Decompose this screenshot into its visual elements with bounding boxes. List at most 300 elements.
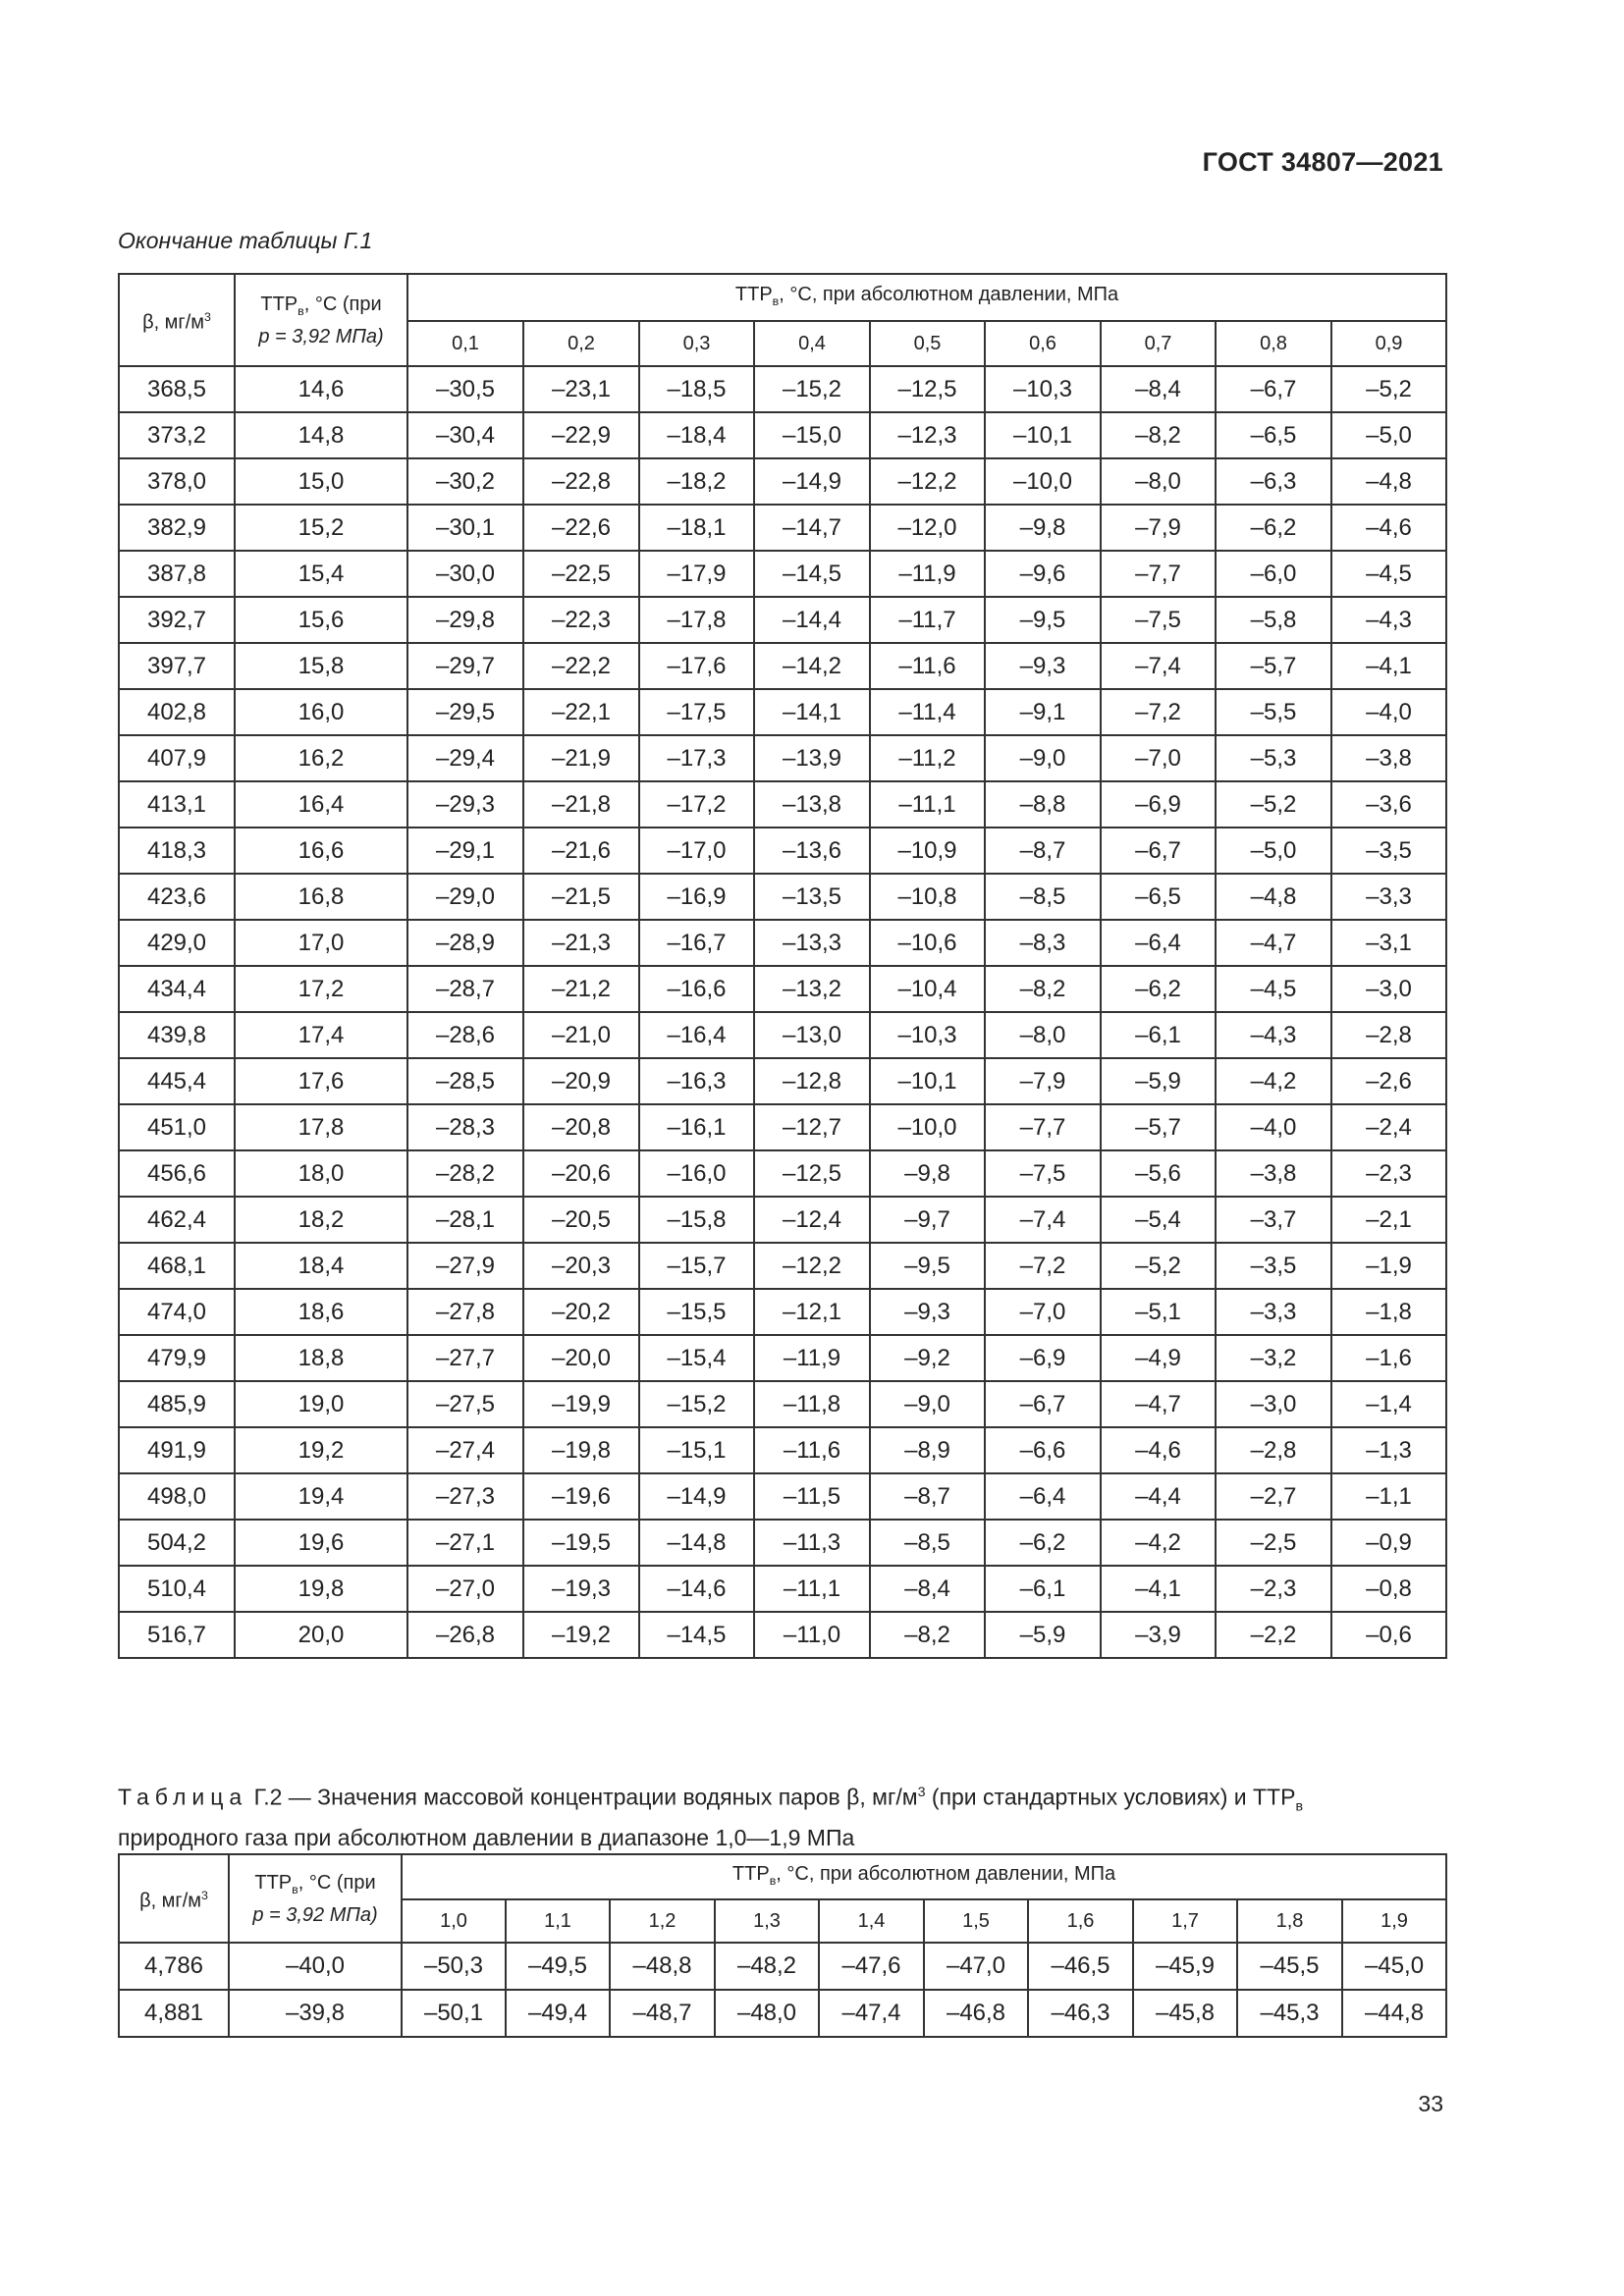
value-cell: –45,5 bbox=[1237, 1943, 1342, 1990]
value-cell: –47,6 bbox=[819, 1943, 924, 1990]
table-row bbox=[119, 1197, 1446, 1243]
value-cell: –5,2 bbox=[1216, 781, 1331, 828]
value-cell: –17,0 bbox=[639, 828, 754, 874]
value-cell: –48,8 bbox=[610, 1943, 715, 1990]
value-cell: –8,2 bbox=[985, 966, 1101, 1012]
value-cell: –5,2 bbox=[1331, 366, 1446, 412]
value-cell: –12,2 bbox=[870, 458, 985, 505]
value-cell: –49,4 bbox=[506, 1990, 610, 2037]
pressure-group-header: $ТТР_в$, °С, при абсолютном давлении, МПа bbox=[407, 274, 1446, 321]
value-cell: –8,8 bbox=[985, 781, 1101, 828]
value-cell: –45,0 bbox=[1342, 1943, 1446, 1990]
value-cell: –3,0 bbox=[1216, 1381, 1331, 1427]
pressure-group-header: $ТТР_в$, °С, при абсолютном давлении, МПа bbox=[402, 1854, 1446, 1899]
beta-cell: 418,3 bbox=[119, 828, 235, 874]
value-cell: –15,1 bbox=[639, 1427, 754, 1473]
value-cell: –27,7 bbox=[407, 1335, 523, 1381]
beta-cell: 4,786 bbox=[119, 1943, 229, 1990]
value-cell: –14,9 bbox=[639, 1473, 754, 1520]
value-cell: –2,6 bbox=[1331, 1058, 1446, 1104]
value-cell: –16,6 bbox=[639, 966, 754, 1012]
value-cell: –16,1 bbox=[639, 1104, 754, 1150]
beta-cell: 498,0 bbox=[119, 1473, 235, 1520]
pressure-header: 1,2 bbox=[610, 1899, 715, 1943]
value-cell: –29,8 bbox=[407, 597, 523, 643]
value-cell: –13,9 bbox=[754, 735, 870, 781]
value-cell: –15,0 bbox=[754, 412, 870, 458]
value-cell: –50,1 bbox=[402, 1990, 506, 2037]
value-cell: –29,4 bbox=[407, 735, 523, 781]
value-cell: –6,9 bbox=[1101, 781, 1216, 828]
value-cell: –16,0 bbox=[639, 1150, 754, 1197]
value-cell: –6,1 bbox=[1101, 1012, 1216, 1058]
value-cell: –7,9 bbox=[985, 1058, 1101, 1104]
ttr-cell: –39,8 bbox=[229, 1990, 402, 2037]
ttr-cell: 19,0 bbox=[235, 1381, 407, 1427]
value-cell: –46,8 bbox=[924, 1990, 1028, 2037]
value-cell: –6,6 bbox=[985, 1427, 1101, 1473]
value-cell: –3,7 bbox=[1216, 1197, 1331, 1243]
beta-cell: 516,7 bbox=[119, 1612, 235, 1658]
value-cell: –28,3 bbox=[407, 1104, 523, 1150]
value-cell: –4,6 bbox=[1101, 1427, 1216, 1473]
value-cell: –15,7 bbox=[639, 1243, 754, 1289]
value-cell: –11,3 bbox=[754, 1520, 870, 1566]
table-row bbox=[119, 1381, 1446, 1427]
value-cell: –21,6 bbox=[523, 828, 639, 874]
value-cell: –2,5 bbox=[1216, 1520, 1331, 1566]
value-cell: –6,3 bbox=[1216, 458, 1331, 505]
value-cell: –19,9 bbox=[523, 1381, 639, 1427]
ttr-cell: 16,8 bbox=[235, 874, 407, 920]
value-cell: –6,4 bbox=[1101, 920, 1216, 966]
value-cell: –14,7 bbox=[754, 505, 870, 551]
pressure-header: 1,7 bbox=[1133, 1899, 1237, 1943]
beta-cell: 451,0 bbox=[119, 1104, 235, 1150]
value-cell: –9,5 bbox=[870, 1243, 985, 1289]
value-cell: –5,2 bbox=[1101, 1243, 1216, 1289]
value-cell: –21,9 bbox=[523, 735, 639, 781]
value-cell: –30,2 bbox=[407, 458, 523, 505]
value-cell: –21,2 bbox=[523, 966, 639, 1012]
value-cell: –2,8 bbox=[1216, 1427, 1331, 1473]
value-cell: –21,8 bbox=[523, 781, 639, 828]
value-cell: –3,3 bbox=[1216, 1289, 1331, 1335]
value-cell: –18,4 bbox=[639, 412, 754, 458]
pressure-header: 1,3 bbox=[715, 1899, 819, 1943]
value-cell: –20,6 bbox=[523, 1150, 639, 1197]
value-cell: –6,9 bbox=[985, 1335, 1101, 1381]
value-cell: –0,9 bbox=[1331, 1520, 1446, 1566]
value-cell: –9,3 bbox=[985, 643, 1101, 689]
table-row bbox=[119, 1012, 1446, 1058]
value-cell: –27,3 bbox=[407, 1473, 523, 1520]
value-cell: –14,2 bbox=[754, 643, 870, 689]
value-cell: –30,5 bbox=[407, 366, 523, 412]
value-cell: –9,0 bbox=[985, 735, 1101, 781]
value-cell: –2,8 bbox=[1331, 1012, 1446, 1058]
document-code: ГОСТ 34807—2021 bbox=[1202, 147, 1443, 177]
beta-cell: 378,0 bbox=[119, 458, 235, 505]
value-cell: –27,0 bbox=[407, 1566, 523, 1612]
table-row bbox=[119, 458, 1446, 505]
value-cell: –8,4 bbox=[1101, 366, 1216, 412]
table-row bbox=[119, 1566, 1446, 1612]
value-cell: –28,9 bbox=[407, 920, 523, 966]
value-cell: –23,1 bbox=[523, 366, 639, 412]
beta-cell: 504,2 bbox=[119, 1520, 235, 1566]
value-cell: –11,1 bbox=[754, 1566, 870, 1612]
ttr-cell: 19,8 bbox=[235, 1566, 407, 1612]
value-cell: –9,3 bbox=[870, 1289, 985, 1335]
beta-cell: 397,7 bbox=[119, 643, 235, 689]
value-cell: –46,3 bbox=[1028, 1990, 1133, 2037]
value-cell: –21,0 bbox=[523, 1012, 639, 1058]
value-cell: –1,9 bbox=[1331, 1243, 1446, 1289]
value-cell: –48,7 bbox=[610, 1990, 715, 2037]
value-cell: –3,5 bbox=[1331, 828, 1446, 874]
table-row bbox=[119, 551, 1446, 597]
value-cell: –4,8 bbox=[1216, 874, 1331, 920]
value-cell: –11,2 bbox=[870, 735, 985, 781]
value-cell: –22,8 bbox=[523, 458, 639, 505]
beta-cell: 382,9 bbox=[119, 505, 235, 551]
value-cell: –11,1 bbox=[870, 781, 985, 828]
pressure-header: 1,6 bbox=[1028, 1899, 1133, 1943]
value-cell: –29,1 bbox=[407, 828, 523, 874]
value-cell: –22,2 bbox=[523, 643, 639, 689]
table-row bbox=[119, 1243, 1446, 1289]
page-number: 33 bbox=[1418, 2091, 1443, 2116]
value-cell: –2,1 bbox=[1331, 1197, 1446, 1243]
ttr-cell: 19,6 bbox=[235, 1520, 407, 1566]
value-cell: –8,2 bbox=[1101, 412, 1216, 458]
value-cell: –19,5 bbox=[523, 1520, 639, 1566]
value-cell: –4,0 bbox=[1216, 1104, 1331, 1150]
value-cell: –5,6 bbox=[1101, 1150, 1216, 1197]
value-cell: –11,0 bbox=[754, 1612, 870, 1658]
value-cell: –7,0 bbox=[1101, 735, 1216, 781]
value-cell: –19,2 bbox=[523, 1612, 639, 1658]
pressure-header: 1,1 bbox=[506, 1899, 610, 1943]
table-row bbox=[119, 1990, 1446, 2037]
value-cell: –50,3 bbox=[402, 1943, 506, 1990]
table-row bbox=[119, 1058, 1446, 1104]
table-row bbox=[119, 966, 1446, 1012]
ttr-cell: 17,8 bbox=[235, 1104, 407, 1150]
value-cell: –4,7 bbox=[1216, 920, 1331, 966]
value-cell: –5,9 bbox=[985, 1612, 1101, 1658]
value-cell: –22,6 bbox=[523, 505, 639, 551]
value-cell: –0,6 bbox=[1331, 1612, 1446, 1658]
value-cell: –5,3 bbox=[1216, 735, 1331, 781]
ttr-cell: 15,2 bbox=[235, 505, 407, 551]
value-cell: –20,5 bbox=[523, 1197, 639, 1243]
value-cell: –10,8 bbox=[870, 874, 985, 920]
value-cell: –6,5 bbox=[1101, 874, 1216, 920]
value-cell: –5,8 bbox=[1216, 597, 1331, 643]
beta-column-header: β, $мг/м^3$ bbox=[119, 274, 235, 366]
value-cell: –17,2 bbox=[639, 781, 754, 828]
value-cell: –47,4 bbox=[819, 1990, 924, 2037]
value-cell: –5,7 bbox=[1101, 1104, 1216, 1150]
value-cell: –4,5 bbox=[1216, 966, 1331, 1012]
ttr-cell: 14,6 bbox=[235, 366, 407, 412]
value-cell: –20,0 bbox=[523, 1335, 639, 1381]
beta-cell: 445,4 bbox=[119, 1058, 235, 1104]
ttr-cell: 17,4 bbox=[235, 1012, 407, 1058]
value-cell: –4,1 bbox=[1331, 643, 1446, 689]
table-row bbox=[119, 505, 1446, 551]
value-cell: –6,5 bbox=[1216, 412, 1331, 458]
value-cell: –9,2 bbox=[870, 1335, 985, 1381]
value-cell: –14,5 bbox=[754, 551, 870, 597]
value-cell: –3,1 bbox=[1331, 920, 1446, 966]
beta-cell: 485,9 bbox=[119, 1381, 235, 1427]
ttr-cell: 16,6 bbox=[235, 828, 407, 874]
value-cell: –47,0 bbox=[924, 1943, 1028, 1990]
value-cell: –10,1 bbox=[985, 412, 1101, 458]
value-cell: –4,1 bbox=[1101, 1566, 1216, 1612]
value-cell: –9,8 bbox=[985, 505, 1101, 551]
value-cell: –1,6 bbox=[1331, 1335, 1446, 1381]
value-cell: –18,1 bbox=[639, 505, 754, 551]
ttr-cell: 15,6 bbox=[235, 597, 407, 643]
value-cell: –8,3 bbox=[985, 920, 1101, 966]
value-cell: –13,2 bbox=[754, 966, 870, 1012]
value-cell: –27,4 bbox=[407, 1427, 523, 1473]
value-cell: –4,7 bbox=[1101, 1381, 1216, 1427]
ttr-cell: 16,4 bbox=[235, 781, 407, 828]
beta-cell: 474,0 bbox=[119, 1289, 235, 1335]
value-cell: –7,0 bbox=[985, 1289, 1101, 1335]
value-cell: –11,6 bbox=[870, 643, 985, 689]
value-cell: –12,7 bbox=[754, 1104, 870, 1150]
value-cell: –3,5 bbox=[1216, 1243, 1331, 1289]
pressure-header: 0,2 bbox=[523, 321, 639, 366]
value-cell: –13,0 bbox=[754, 1012, 870, 1058]
table2-caption: Таблица Г.2 — Значения массовой концентрации водяных паров β, $мг/м^3$ (при стандартных условиях) и $ТТР_в$ природного газа при абсолютном давлении в диапазоне 1,0—1,9 МПа bbox=[118, 1784, 1304, 1851]
value-cell: –28,1 bbox=[407, 1197, 523, 1243]
value-cell: –15,5 bbox=[639, 1289, 754, 1335]
value-cell: –5,4 bbox=[1101, 1197, 1216, 1243]
value-cell: –16,4 bbox=[639, 1012, 754, 1058]
value-cell: –29,5 bbox=[407, 689, 523, 735]
value-cell: –9,6 bbox=[985, 551, 1101, 597]
value-cell: –1,1 bbox=[1331, 1473, 1446, 1520]
value-cell: –2,7 bbox=[1216, 1473, 1331, 1520]
ttr-cell: 17,2 bbox=[235, 966, 407, 1012]
ttr-cell: 15,8 bbox=[235, 643, 407, 689]
value-cell: –6,7 bbox=[1101, 828, 1216, 874]
pressure-header: 0,3 bbox=[639, 321, 754, 366]
table-row bbox=[119, 1335, 1446, 1381]
value-cell: –4,2 bbox=[1216, 1058, 1331, 1104]
value-cell: –4,9 bbox=[1101, 1335, 1216, 1381]
value-cell: –4,2 bbox=[1101, 1520, 1216, 1566]
pressure-header: 1,5 bbox=[924, 1899, 1028, 1943]
ttr-column-header: $ТТР_в$, °С (при p = 3,92 МПа) bbox=[235, 274, 407, 366]
table-row bbox=[119, 920, 1446, 966]
value-cell: –19,3 bbox=[523, 1566, 639, 1612]
value-cell: –7,4 bbox=[985, 1197, 1101, 1243]
table-row bbox=[119, 1289, 1446, 1335]
value-cell: –5,1 bbox=[1101, 1289, 1216, 1335]
pressure-header: 1,9 bbox=[1342, 1899, 1446, 1943]
beta-cell: 402,8 bbox=[119, 689, 235, 735]
value-cell: –3,3 bbox=[1331, 874, 1446, 920]
value-cell: –4,3 bbox=[1216, 1012, 1331, 1058]
value-cell: –29,0 bbox=[407, 874, 523, 920]
ttr-cell: 18,6 bbox=[235, 1289, 407, 1335]
value-cell: –8,7 bbox=[870, 1473, 985, 1520]
value-cell: –10,1 bbox=[870, 1058, 985, 1104]
value-cell: –8,0 bbox=[985, 1012, 1101, 1058]
value-cell: –2,4 bbox=[1331, 1104, 1446, 1150]
beta-cell: 423,6 bbox=[119, 874, 235, 920]
value-cell: –9,8 bbox=[870, 1150, 985, 1197]
value-cell: –10,3 bbox=[870, 1012, 985, 1058]
pressure-header: 1,0 bbox=[402, 1899, 506, 1943]
value-cell: –4,8 bbox=[1331, 458, 1446, 505]
table-row bbox=[119, 366, 1446, 412]
value-cell: –11,9 bbox=[870, 551, 985, 597]
value-cell: –17,8 bbox=[639, 597, 754, 643]
value-cell: –45,3 bbox=[1237, 1990, 1342, 2037]
value-cell: –45,9 bbox=[1133, 1943, 1237, 1990]
value-cell: –7,4 bbox=[1101, 643, 1216, 689]
beta-cell: 462,4 bbox=[119, 1197, 235, 1243]
table-g2 bbox=[118, 1853, 1447, 2038]
value-cell: –48,0 bbox=[715, 1990, 819, 2037]
value-cell: –30,1 bbox=[407, 505, 523, 551]
value-cell: –20,3 bbox=[523, 1243, 639, 1289]
value-cell: –9,1 bbox=[985, 689, 1101, 735]
pressure-header: 0,5 bbox=[870, 321, 985, 366]
value-cell: –14,9 bbox=[754, 458, 870, 505]
table-row bbox=[119, 1104, 1446, 1150]
value-cell: –6,2 bbox=[1101, 966, 1216, 1012]
value-cell: –1,8 bbox=[1331, 1289, 1446, 1335]
value-cell: –15,4 bbox=[639, 1335, 754, 1381]
value-cell: –8,9 bbox=[870, 1427, 985, 1473]
value-cell: –8,4 bbox=[870, 1566, 985, 1612]
value-cell: –48,2 bbox=[715, 1943, 819, 1990]
value-cell: –17,9 bbox=[639, 551, 754, 597]
value-cell: –12,2 bbox=[754, 1243, 870, 1289]
pressure-header: 0,6 bbox=[985, 321, 1101, 366]
value-cell: –11,6 bbox=[754, 1427, 870, 1473]
value-cell: –45,8 bbox=[1133, 1990, 1237, 2037]
table-row bbox=[119, 1427, 1446, 1473]
value-cell: –22,3 bbox=[523, 597, 639, 643]
value-cell: –20,2 bbox=[523, 1289, 639, 1335]
beta-cell: 491,9 bbox=[119, 1427, 235, 1473]
pressure-header: 0,4 bbox=[754, 321, 870, 366]
value-cell: –27,5 bbox=[407, 1381, 523, 1427]
beta-cell: 468,1 bbox=[119, 1243, 235, 1289]
value-cell: –4,6 bbox=[1331, 505, 1446, 551]
beta-column-header: β, $мг/м^3$ bbox=[119, 1854, 229, 1943]
value-cell: –5,0 bbox=[1331, 412, 1446, 458]
value-cell: –7,2 bbox=[1101, 689, 1216, 735]
pressure-header: 0,9 bbox=[1331, 321, 1446, 366]
value-cell: –20,9 bbox=[523, 1058, 639, 1104]
value-cell: –13,5 bbox=[754, 874, 870, 920]
value-cell: –12,1 bbox=[754, 1289, 870, 1335]
ttr-cell: 18,2 bbox=[235, 1197, 407, 1243]
table-row bbox=[119, 874, 1446, 920]
value-cell: –2,3 bbox=[1331, 1150, 1446, 1197]
beta-cell: 456,6 bbox=[119, 1150, 235, 1197]
value-cell: –15,2 bbox=[754, 366, 870, 412]
table-row bbox=[119, 689, 1446, 735]
value-cell: –27,1 bbox=[407, 1520, 523, 1566]
value-cell: –10,6 bbox=[870, 920, 985, 966]
value-cell: –49,5 bbox=[506, 1943, 610, 1990]
table-g1-end bbox=[118, 273, 1447, 1659]
ttr-cell: 17,6 bbox=[235, 1058, 407, 1104]
table-row bbox=[119, 1150, 1446, 1197]
value-cell: –3,8 bbox=[1216, 1150, 1331, 1197]
value-cell: –14,8 bbox=[639, 1520, 754, 1566]
value-cell: –13,6 bbox=[754, 828, 870, 874]
ttr-cell: 16,2 bbox=[235, 735, 407, 781]
value-cell: –5,5 bbox=[1216, 689, 1331, 735]
value-cell: –27,8 bbox=[407, 1289, 523, 1335]
value-cell: –8,7 bbox=[985, 828, 1101, 874]
value-cell: –4,0 bbox=[1331, 689, 1446, 735]
pressure-header: 1,8 bbox=[1237, 1899, 1342, 1943]
beta-cell: 368,5 bbox=[119, 366, 235, 412]
value-cell: –0,8 bbox=[1331, 1566, 1446, 1612]
value-cell: –6,7 bbox=[1216, 366, 1331, 412]
value-cell: –4,4 bbox=[1101, 1473, 1216, 1520]
value-cell: –21,3 bbox=[523, 920, 639, 966]
value-cell: –10,4 bbox=[870, 966, 985, 1012]
table-row bbox=[119, 828, 1446, 874]
table-row bbox=[119, 412, 1446, 458]
value-cell: –12,0 bbox=[870, 505, 985, 551]
value-cell: –2,2 bbox=[1216, 1612, 1331, 1658]
value-cell: –20,8 bbox=[523, 1104, 639, 1150]
value-cell: –28,7 bbox=[407, 966, 523, 1012]
value-cell: –6,1 bbox=[985, 1566, 1101, 1612]
value-cell: –7,2 bbox=[985, 1243, 1101, 1289]
value-cell: –12,8 bbox=[754, 1058, 870, 1104]
value-cell: –11,7 bbox=[870, 597, 985, 643]
ttr-cell: 18,4 bbox=[235, 1243, 407, 1289]
value-cell: –10,3 bbox=[985, 366, 1101, 412]
value-cell: –9,5 bbox=[985, 597, 1101, 643]
table-row bbox=[119, 1943, 1446, 1990]
value-cell: –7,7 bbox=[985, 1104, 1101, 1150]
value-cell: –12,5 bbox=[870, 366, 985, 412]
value-cell: –11,5 bbox=[754, 1473, 870, 1520]
value-cell: –44,8 bbox=[1342, 1990, 1446, 2037]
value-cell: –30,0 bbox=[407, 551, 523, 597]
value-cell: –11,9 bbox=[754, 1335, 870, 1381]
value-cell: –12,5 bbox=[754, 1150, 870, 1197]
ttr-cell: 19,4 bbox=[235, 1473, 407, 1520]
value-cell: –8,5 bbox=[870, 1520, 985, 1566]
value-cell: –6,0 bbox=[1216, 551, 1331, 597]
value-cell: –2,3 bbox=[1216, 1566, 1331, 1612]
table-row bbox=[119, 597, 1446, 643]
value-cell: –3,9 bbox=[1101, 1612, 1216, 1658]
value-cell: –10,9 bbox=[870, 828, 985, 874]
ttr-cell: 18,8 bbox=[235, 1335, 407, 1381]
